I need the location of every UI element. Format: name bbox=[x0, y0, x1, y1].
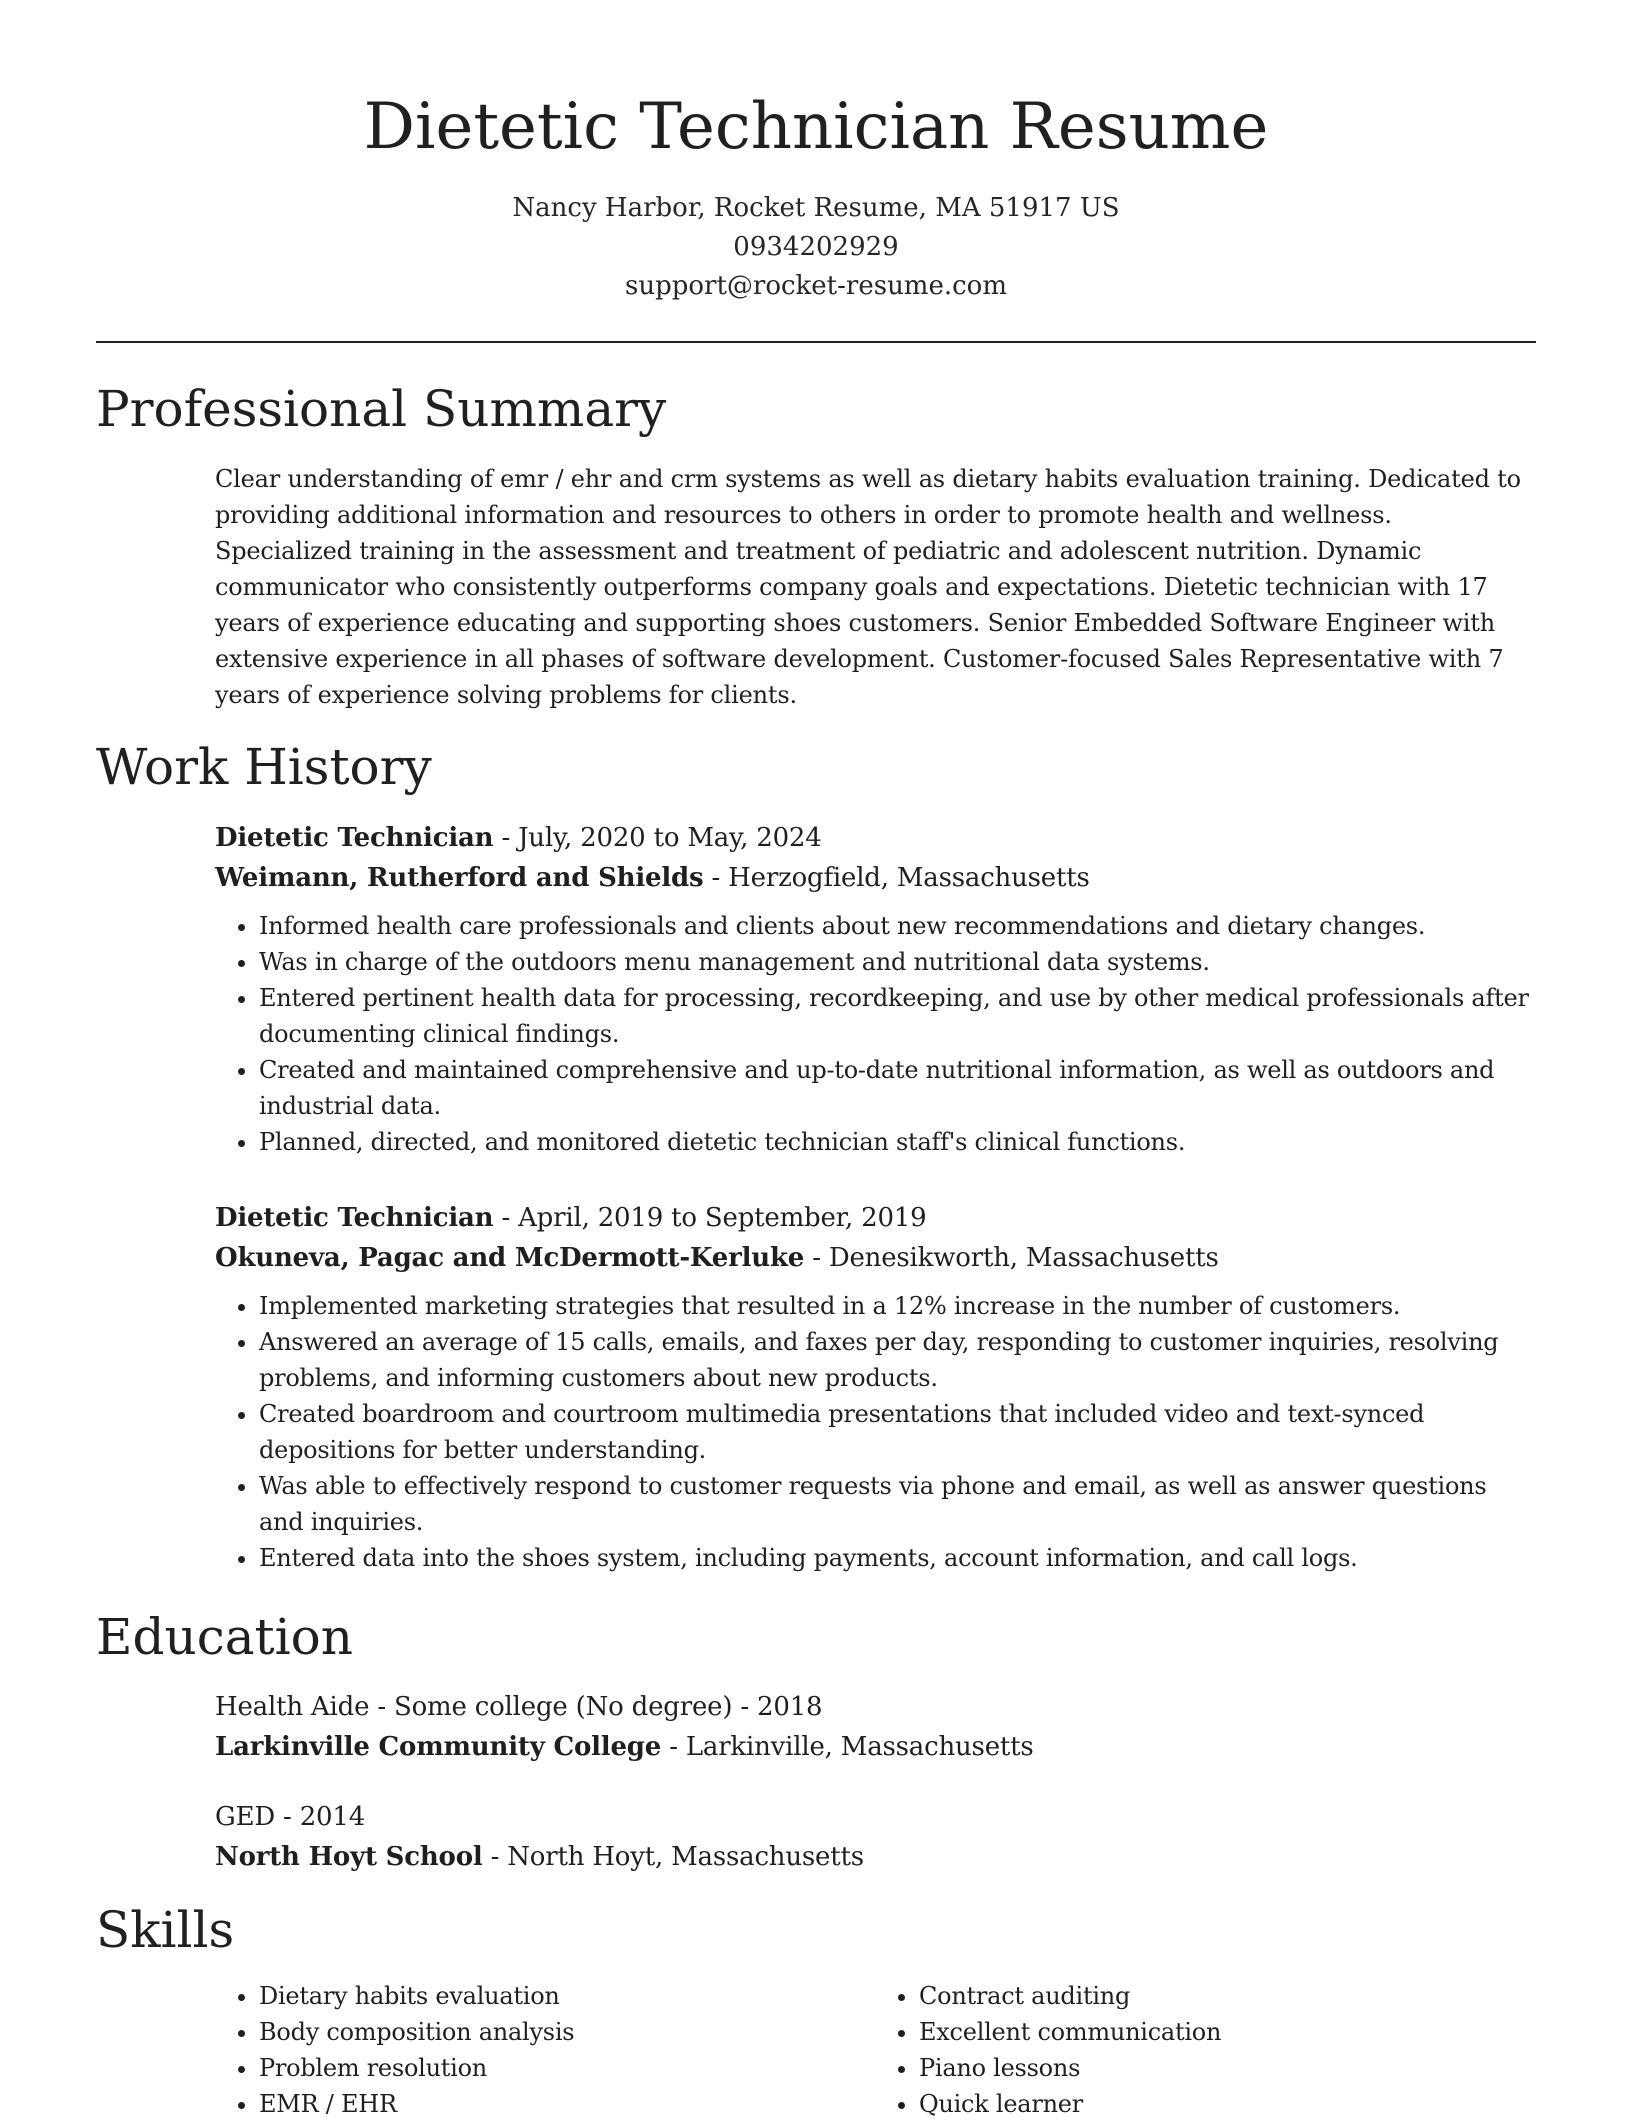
education-degree: Health Aide - Some college (No degree) - 2018 bbox=[215, 1692, 823, 1722]
education-school-line bbox=[215, 1837, 1535, 1877]
skills-list-left bbox=[215, 1978, 875, 2122]
job-company: Weimann, Rutherford and Shields bbox=[215, 863, 704, 893]
list-item: • Was able to effectively respond to customer requests via phone and email, as well as answer questions and inquiries. bbox=[259, 1468, 1535, 1540]
job-bullets bbox=[215, 1288, 1535, 1576]
education-school: Larkinville Community College bbox=[215, 1732, 662, 1762]
job-entry-2 bbox=[215, 1198, 1535, 1576]
education-school: North Hoyt School bbox=[215, 1842, 483, 1872]
list-item: • Contract auditing bbox=[919, 1978, 1535, 2014]
contact-address: Nancy Harbor, Rocket Resume, MA 51917 US bbox=[512, 193, 1120, 223]
contact-phone: 0934202929 bbox=[733, 232, 899, 262]
work-history-heading: Work History bbox=[96, 738, 432, 796]
job-company: Okuneva, Pagac and McDermott-Kerluke bbox=[215, 1243, 805, 1273]
list-item: • Piano lessons bbox=[919, 2050, 1535, 2086]
job-entry-1 bbox=[215, 818, 1535, 1160]
list-item: • Was in charge of the outdoors menu management and nutritional data systems. bbox=[259, 944, 1535, 980]
education-school-line bbox=[215, 1727, 1535, 1767]
list-item: • Excellent communication bbox=[919, 2014, 1535, 2050]
job-dates: - July, 2020 to May, 2024 bbox=[493, 823, 822, 853]
job-location: - Denesikworth, Massachusetts bbox=[804, 1243, 1219, 1273]
skills-section bbox=[215, 1978, 1535, 2122]
education-entry-2 bbox=[215, 1797, 1535, 1877]
summary-heading: Professional Summary bbox=[96, 380, 667, 438]
list-item: • Created and maintained comprehensive and up-to-date nutritional information, as well as outdoors and industrial data. bbox=[259, 1052, 1535, 1124]
job-company-line bbox=[215, 858, 1535, 898]
summary-text: Clear understanding of emr / ehr and crm systems as well as dietary habits evaluation training. Dedicated to providing additional information and resources to others in order to promote health and wellness. Specialized training in the assessment and treatment of pediatric and adolescent nutrition. Dynamic communicator who consistently outperforms company goals and expectations. Dietetic technician with 17 years of experience educating and supporting shoes customers. Senior Embedded Software Engineer with extensive experience in all phases of software development. Customer-focused Sales Representative with 7 years of experience solving problems for clients. bbox=[215, 465, 1521, 709]
list-item: • Created boardroom and courtroom multimedia presentations that included video and text-synced depositions for better understanding. bbox=[259, 1396, 1535, 1468]
list-item: • Entered data into the shoes system, including payments, account information, and call logs. bbox=[259, 1540, 1535, 1576]
list-item: • Quick learner bbox=[919, 2086, 1535, 2122]
job-title: Dietetic Technician bbox=[215, 823, 494, 853]
list-item: • Body composition analysis bbox=[259, 2014, 875, 2050]
summary-section bbox=[215, 461, 1535, 713]
header-divider bbox=[96, 341, 1536, 343]
list-item: • Problem resolution bbox=[259, 2050, 875, 2086]
skills-columns bbox=[215, 1978, 1535, 2122]
contact-email: support@rocket-resume.com bbox=[624, 271, 1007, 301]
education-heading: Education bbox=[96, 1608, 353, 1666]
job-bullets bbox=[215, 908, 1535, 1160]
list-item: • EMR / EHR bbox=[259, 2086, 875, 2122]
job-title-line bbox=[215, 1198, 1535, 1238]
education-degree: GED - 2014 bbox=[215, 1802, 366, 1832]
education-location: - North Hoyt, Massachusetts bbox=[482, 1842, 864, 1872]
list-item: • Entered pertinent health data for processing, recordkeeping, and use by other medical professionals after documenting clinical findings. bbox=[259, 980, 1535, 1052]
list-item: • Informed health care professionals and clients about new recommendations and dietary changes. bbox=[259, 908, 1535, 944]
list-item: • Answered an average of 15 calls, emails, and faxes per day, responding to customer inquiries, resolving problems, and informing customers about new products. bbox=[259, 1324, 1535, 1396]
job-title: Dietetic Technician bbox=[215, 1203, 494, 1233]
contact-block bbox=[0, 189, 1632, 306]
skills-heading: Skills bbox=[96, 1901, 235, 1959]
job-company-line bbox=[215, 1238, 1535, 1278]
list-item: • Implemented marketing strategies that resulted in a 12% increase in the number of customers. bbox=[259, 1288, 1535, 1324]
job-dates: - April, 2019 to September, 2019 bbox=[493, 1203, 927, 1233]
job-location: - Herzogfield, Massachusetts bbox=[703, 863, 1090, 893]
education-location: - Larkinville, Massachusetts bbox=[661, 1732, 1034, 1762]
skills-list-right bbox=[875, 1978, 1535, 2122]
list-item: • Dietary habits evaluation bbox=[259, 1978, 875, 2014]
education-entry-1 bbox=[215, 1687, 1535, 1767]
resume-title: Dietetic Technician Resume bbox=[363, 90, 1269, 164]
job-title-line bbox=[215, 818, 1535, 858]
list-item: • Planned, directed, and monitored dietetic technician staff's clinical functions. bbox=[259, 1124, 1535, 1160]
